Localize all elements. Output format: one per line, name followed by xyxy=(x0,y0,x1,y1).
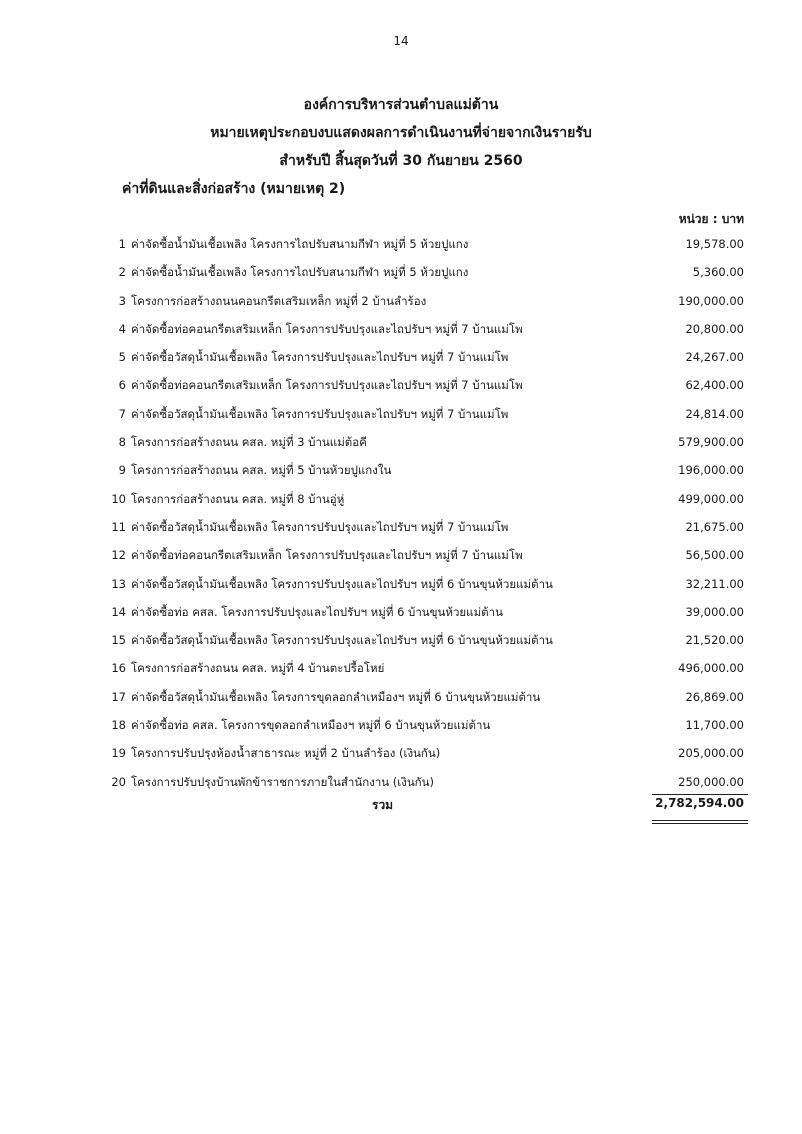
item-number: 15 xyxy=(111,633,126,648)
item-amount: 39,000.00 xyxy=(685,604,744,619)
item-amount: 24,267.00 xyxy=(685,350,744,365)
item-number: 2 xyxy=(118,265,126,280)
item-description: ค่าจัดซื้อวัสดุน้ำมันเชื้อเพลิง โครงการปรับปรุงและไถปรับฯ หมู่ที่ 6 บ้านขุนห้วยแม่ต้าน xyxy=(131,633,553,648)
item-description: ค่าจัดซื้อวัสดุน้ำมันเชื้อเพลิง โครงการปรับปรุงและไถปรับฯ หมู่ที่ 7 บ้านแม่โพ xyxy=(131,350,509,365)
item-description: ค่าจัดซื้อน้ำมันเชื้อเพลิง โครงการไถปรับสนามกีฬา หมู่ที่ 5 ห้วยปูแกง xyxy=(131,237,469,251)
item-description: ค่าจัดซื้อท่อ คสล. โครงการขุดลอกลำเหมืองฯ หมู่ที่ 6 บ้านขุนห้วยแม่ต้าน xyxy=(131,718,491,733)
list-item xyxy=(0,630,802,658)
report-title-heading: หมายเหตุประกอบงบแสดงผลการดำเนินงานที่จ่ายจากเงินรายรับ xyxy=(210,125,592,141)
item-number: 11 xyxy=(111,519,126,534)
list-item xyxy=(0,347,802,375)
item-amount: 196,000.00 xyxy=(678,463,744,478)
item-description: ค่าจัดซื้อวัสดุน้ำมันเชื้อเพลิง โครงการปรับปรุงและไถปรับฯ หมู่ที่ 7 บ้านแม่โพ xyxy=(131,519,509,534)
list-item xyxy=(0,545,802,573)
item-number: 4 xyxy=(118,321,126,336)
item-number: 5 xyxy=(118,350,126,365)
item-amount: 190,000.00 xyxy=(678,293,744,308)
fiscal-period-heading: สำหรับปี สิ้นสุดวันที่ 30 กันยายน 2560 xyxy=(279,153,523,169)
item-amount: 20,800.00 xyxy=(685,321,744,336)
item-number: 10 xyxy=(111,491,126,506)
total-top-rule xyxy=(652,794,748,795)
total-amount: 2,782,594.00 xyxy=(655,796,744,810)
item-number: 3 xyxy=(118,293,126,308)
item-number: 17 xyxy=(111,689,126,704)
item-amount: 24,814.00 xyxy=(685,406,744,421)
item-number: 12 xyxy=(111,548,126,563)
unit-label: หน่วย : บาท xyxy=(678,212,744,226)
list-item xyxy=(0,460,802,488)
list-item xyxy=(0,319,802,347)
list-item xyxy=(0,291,802,319)
item-number: 8 xyxy=(118,435,126,450)
list-item xyxy=(0,687,802,715)
item-description: โครงการก่อสร้างถนนคอนกรีตเสริมเหล็ก หมู่ที่ 2 บ้านลำร้อง xyxy=(131,293,427,308)
item-description: ค่าจัดซื้อท่อคอนกรีตเสริมเหล็ก โครงการปรับปรุงและไถปรับฯ หมู่ที่ 7 บ้านแม่โพ xyxy=(131,378,523,393)
item-description: ค่าจัดซื้อท่อคอนกรีตเสริมเหล็ก โครงการปรับปรุงและไถปรับฯ หมู่ที่ 7 บ้านแม่โพ xyxy=(131,548,523,563)
list-item xyxy=(0,574,802,602)
list-item xyxy=(0,658,802,686)
item-amount: 11,700.00 xyxy=(685,718,744,733)
total-label: รวม xyxy=(372,798,394,812)
total-row xyxy=(0,796,802,818)
item-amount: 5,360.00 xyxy=(692,265,744,280)
item-description: โครงการปรับปรุงห้องน้ำสาธารณะ หมู่ที่ 2 บ้านลำร้อง (เงินกัน) xyxy=(131,746,441,761)
item-number: 9 xyxy=(118,463,126,478)
total-double-underline xyxy=(652,820,748,821)
item-amount: 496,000.00 xyxy=(678,661,744,676)
org-name-heading: องค์การบริหารส่วนตำบลแม่ต้าน xyxy=(303,97,499,113)
list-item xyxy=(0,715,802,743)
item-number: 7 xyxy=(118,406,126,421)
list-item xyxy=(0,234,802,262)
items-list xyxy=(0,234,802,800)
list-item xyxy=(0,602,802,630)
item-amount: 21,675.00 xyxy=(685,519,744,534)
item-number: 13 xyxy=(111,576,126,591)
item-amount: 21,520.00 xyxy=(685,633,744,648)
total-double-underline xyxy=(652,823,748,824)
item-amount: 205,000.00 xyxy=(678,746,744,761)
item-description: โครงการก่อสร้างถนน คสล. หมู่ที่ 5 บ้านห้วยปูแกงใน xyxy=(131,463,392,478)
item-description: ค่าจัดซื้อวัสดุน้ำมันเชื้อเพลิง โครงการขุดลอกลำเหมืองฯ หมู่ที่ 6 บ้านขุนห้วยแม่ต้าน xyxy=(131,689,541,704)
list-item xyxy=(0,432,802,460)
item-description: ค่าจัดซื้อน้ำมันเชื้อเพลิง โครงการไถปรับสนามกีฬา หมู่ที่ 5 ห้วยปูแกง xyxy=(131,265,469,280)
item-description: โครงการก่อสร้างถนน คสล. หมู่ที่ 8 บ้านอู่หู่ xyxy=(131,491,345,506)
item-amount: 56,500.00 xyxy=(685,548,744,563)
item-number: 14 xyxy=(111,604,126,619)
item-amount: 32,211.00 xyxy=(685,576,744,591)
list-item xyxy=(0,517,802,545)
item-amount: 26,869.00 xyxy=(685,689,744,704)
list-item xyxy=(0,743,802,771)
item-description: ค่าจัดซื้อวัสดุน้ำมันเชื้อเพลิง โครงการปรับปรุงและไถปรับฯ หมู่ที่ 7 บ้านแม่โพ xyxy=(131,406,509,421)
item-number: 1 xyxy=(118,237,126,251)
item-number: 6 xyxy=(118,378,126,393)
item-amount: 250,000.00 xyxy=(678,774,744,789)
list-item xyxy=(0,375,802,403)
item-amount: 499,000.00 xyxy=(678,491,744,506)
list-item xyxy=(0,404,802,432)
item-amount: 579,900.00 xyxy=(678,435,744,450)
item-number: 16 xyxy=(111,661,126,676)
item-description: โครงการก่อสร้างถนน คสล. หมู่ที่ 3 บ้านแม่ต้อคี xyxy=(131,435,367,450)
item-description: โครงการก่อสร้างถนน คสล. หมู่ที่ 4 บ้านตะปรื้อโหย่ xyxy=(131,661,385,676)
page-number: 14 xyxy=(393,34,409,48)
item-amount: 62,400.00 xyxy=(685,378,744,393)
section-title: ค่าที่ดินและสิ่งก่อสร้าง (หมายเหตุ 2) xyxy=(122,181,346,197)
list-item xyxy=(0,262,802,290)
item-number: 20 xyxy=(111,774,126,789)
item-amount: 19,578.00 xyxy=(685,237,744,251)
item-description: ค่าจัดซื้อวัสดุน้ำมันเชื้อเพลิง โครงการปรับปรุงและไถปรับฯ หมู่ที่ 6 บ้านขุนห้วยแม่ต้าน xyxy=(131,576,553,591)
item-number: 18 xyxy=(111,718,126,733)
item-number: 19 xyxy=(111,746,126,761)
item-description: ค่าจัดซื้อท่อคอนกรีตเสริมเหล็ก โครงการปรับปรุงและไถปรับฯ หมู่ที่ 7 บ้านแม่โพ xyxy=(131,321,523,336)
item-description: โครงการปรับปรุงบ้านพักข้าราชการภายในสำนักงาน (เงินกัน) xyxy=(131,774,434,789)
item-description: ค่าจัดซื้อท่อ คสล. โครงการปรับปรุงและไถปรับฯ หมู่ที่ 6 บ้านขุนห้วยแม่ต้าน xyxy=(131,604,503,619)
list-item xyxy=(0,489,802,517)
